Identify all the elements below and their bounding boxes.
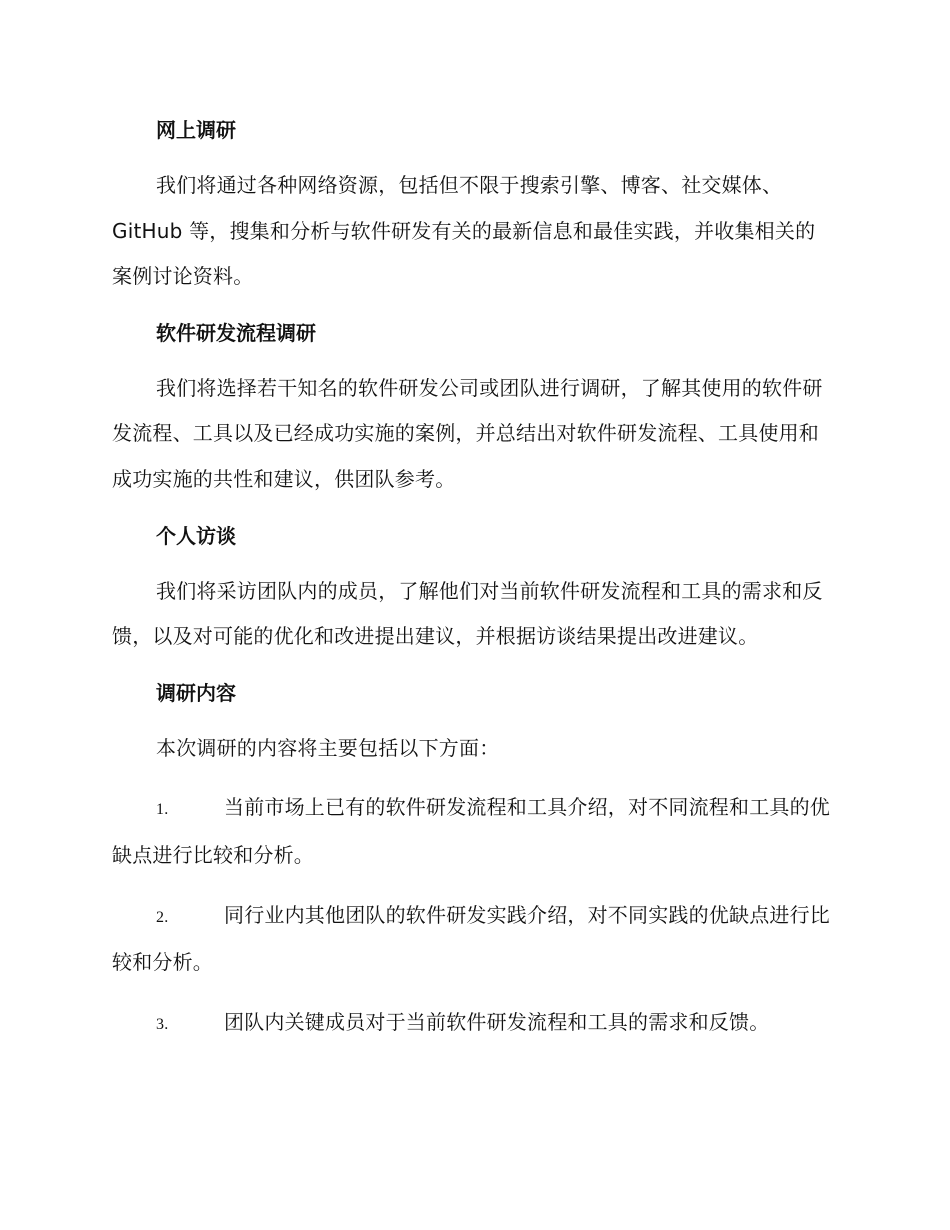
list-item-text: 团队内关键成员对于当前软件研发流程和工具的需求和反馈。 — [224, 1009, 770, 1034]
list-item — [112, 785, 834, 878]
document-body — [112, 111, 834, 1061]
section-heading-online-research: 网上调研 — [156, 118, 236, 142]
list-item-number: 3. — [156, 1015, 169, 1033]
section-heading-interviews: 个人访谈 — [156, 523, 236, 548]
section-paragraph-process-research: 我们将选择若干知名的软件研发公司或团队进行调研，了解其使用的软件研发流程、工具以及已经成功实施的案例，并总结出对软件研发流程、工具使用和成功实施的共性和建议，供团队参考。 — [112, 375, 823, 491]
list-item-text: 同行业内其他团队的软件研发实践介绍，对不同实践的优缺点进行比较和分析。 — [112, 902, 830, 975]
list-item — [112, 893, 834, 986]
section-paragraph-research-content: 本次调研的内容将主要包括以下方面： — [156, 735, 500, 760]
list-item-number: 1. — [156, 801, 169, 819]
list-item — [112, 1000, 834, 1048]
section-paragraph-interviews: 我们将采访团队内的成员，了解他们对当前软件研发流程和工具的需求和反馈，以及对可能的优化和改进提出建议，并根据访谈结果提出改进建议。 — [112, 578, 823, 649]
list-item-number: 2. — [156, 908, 169, 926]
section-heading-process-research: 软件研发流程调研 — [156, 320, 316, 345]
section-paragraph-online-research: 我们将通过各种网络资源，包括但不限于搜索引擎、博客、社交媒体、GitHub 等，搜集和分析与软件研发有关的最新信息和最佳实践，并收集相关的案例讨论资料。 — [112, 173, 816, 289]
section-heading-research-content: 调研内容 — [156, 680, 236, 705]
list-item-text: 当前市场上已有的软件研发流程和工具介绍，对不同流程和工具的优缺点进行比较和分析。 — [112, 795, 830, 867]
